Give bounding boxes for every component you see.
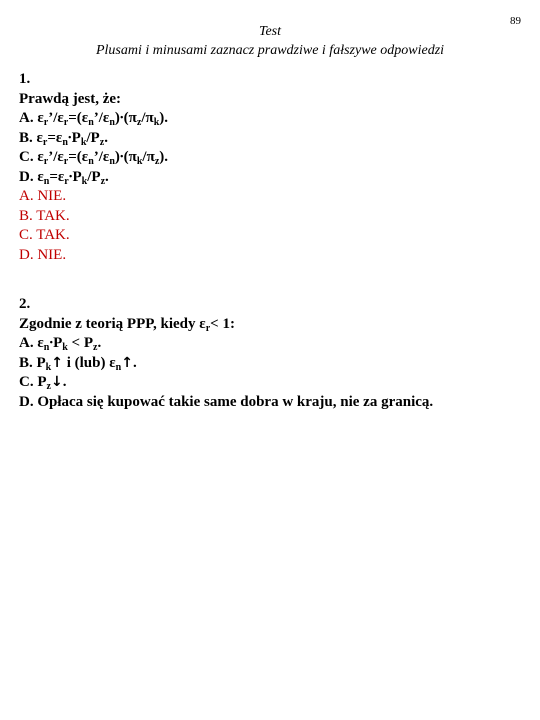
text: A. ε xyxy=(19,335,44,351)
text: . xyxy=(62,374,67,390)
sub: r xyxy=(205,322,211,334)
sub: n xyxy=(43,342,50,353)
sub: k xyxy=(136,156,143,167)
question-1-option-b xyxy=(19,129,168,149)
page-number: 89 xyxy=(510,15,521,27)
question-2-option-a xyxy=(19,334,433,354)
sub: z xyxy=(99,136,105,148)
sub: z xyxy=(100,175,106,187)
text: ∙P xyxy=(67,129,81,146)
question-1 xyxy=(19,70,168,265)
sub: z xyxy=(136,117,142,128)
text: ∙P xyxy=(49,335,63,351)
question-2-number: 2. xyxy=(19,296,31,312)
sub: r xyxy=(64,175,69,187)
sub: r xyxy=(43,156,49,167)
text: =(ε xyxy=(68,149,89,165)
text: )∙(π xyxy=(114,149,137,165)
text: ’/ε xyxy=(93,149,110,165)
sub: k xyxy=(45,361,52,373)
test-header xyxy=(0,22,540,60)
question-2-option-d: D. Opłaca się kupować takie same dobra w kraju, nie za granicą. xyxy=(19,393,434,410)
question-1-answer-b: B. TAK. xyxy=(19,207,70,224)
text: =ε xyxy=(47,129,63,146)
text: )∙(π xyxy=(114,110,137,126)
text: D. ε xyxy=(19,168,44,185)
text: < P xyxy=(67,335,94,351)
text: C. P xyxy=(19,374,47,390)
text: /P xyxy=(87,168,101,185)
question-2 xyxy=(19,295,433,412)
sub: z xyxy=(154,156,160,167)
sub: n xyxy=(88,156,94,167)
text: i (lub) ε xyxy=(62,354,116,371)
text: ’/ε xyxy=(48,149,64,165)
question-1-answer-c: C. TAK. xyxy=(19,227,70,243)
text: ∙P xyxy=(68,168,82,185)
text: B. P xyxy=(19,354,46,371)
question-1-option-c xyxy=(19,148,168,168)
text: =(ε xyxy=(68,110,89,126)
text: ’/ε xyxy=(93,110,110,126)
up-arrow-icon: ↑ xyxy=(51,354,63,371)
sub: n xyxy=(115,361,122,373)
sub: n xyxy=(109,117,115,128)
question-1-number: 1. xyxy=(19,71,31,87)
sub: z xyxy=(93,342,98,353)
instructions: Plusami i minusami zaznacz prawdziwe i fałszywe odpowiedzi xyxy=(95,43,445,58)
up-arrow-icon: ↑ xyxy=(121,354,133,371)
question-2-option-b xyxy=(19,354,433,374)
text: . xyxy=(97,335,102,351)
question-1-prompt: Prawdą jest, że: xyxy=(19,90,122,107)
sub: k xyxy=(153,117,160,128)
text: =ε xyxy=(49,168,65,185)
sub: n xyxy=(109,156,115,167)
sub: r xyxy=(63,156,69,167)
sub: k xyxy=(81,175,88,187)
sub: k xyxy=(80,136,87,148)
sub: n xyxy=(62,136,68,148)
text: /π xyxy=(141,110,154,126)
text: ). xyxy=(159,149,169,165)
text: . xyxy=(104,129,108,146)
text: /π xyxy=(142,149,155,165)
text: B. ε xyxy=(19,129,43,146)
sub: r xyxy=(42,136,48,148)
question-1-option-a xyxy=(19,109,168,129)
sub: n xyxy=(88,117,94,128)
text: ’/ε xyxy=(48,110,64,126)
page-title: Test xyxy=(258,24,282,39)
text: A. ε xyxy=(19,110,44,126)
sub: n xyxy=(43,175,50,187)
sub: r xyxy=(43,117,49,128)
sub: r xyxy=(63,117,69,128)
question-1-option-d xyxy=(19,168,168,188)
question-1-answer-a: A. NIE. xyxy=(19,188,67,204)
question-1-answer-d: D. NIE. xyxy=(19,246,67,263)
text: ). xyxy=(159,110,169,126)
text: Zgodnie z teorią PPP, kiedy ε xyxy=(19,315,206,332)
sub: z xyxy=(46,381,51,392)
text: < 1: xyxy=(210,315,235,332)
sub: k xyxy=(62,342,68,353)
down-arrow-icon: ↓ xyxy=(50,374,63,390)
question-2-option-c xyxy=(19,373,433,393)
text: . xyxy=(132,354,137,371)
text: . xyxy=(105,168,109,185)
question-2-prompt xyxy=(19,315,433,335)
text: /P xyxy=(86,129,100,146)
text: C. ε xyxy=(19,149,44,165)
